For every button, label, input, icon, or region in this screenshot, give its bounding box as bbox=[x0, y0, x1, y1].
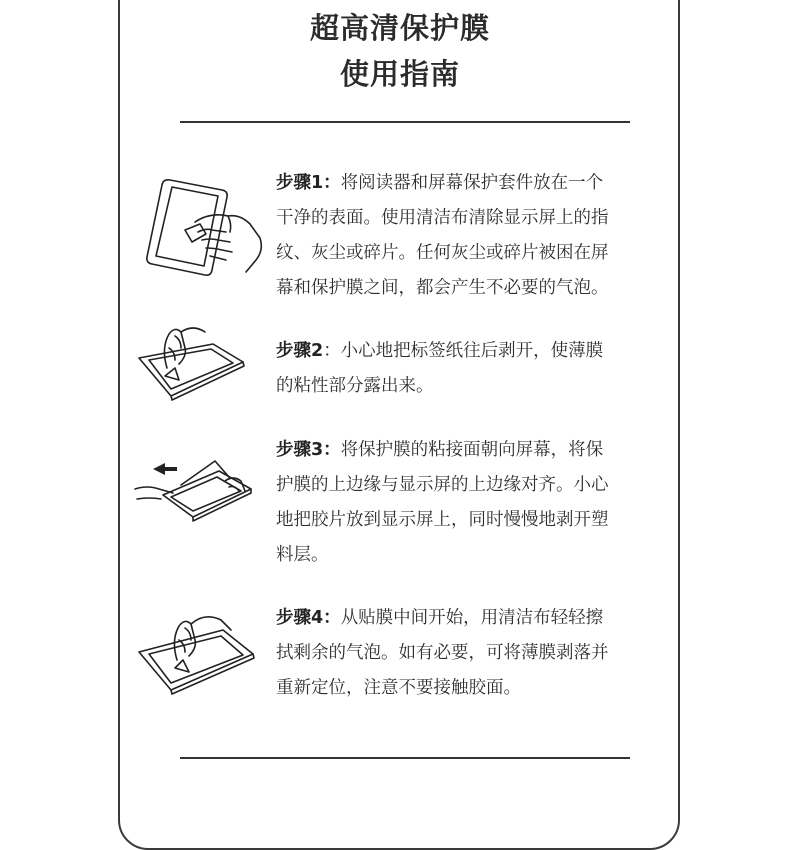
step4-line3: 重新定位，注意不要接触胶面。 bbox=[276, 678, 521, 698]
step4-line1: 从贴膜中间开始，用清洁布轻轻擦 bbox=[340, 608, 604, 628]
step1-text bbox=[276, 166, 656, 306]
step1-line3: 纹、灰尘或碎片。任何灰尘或碎片被困在屏 bbox=[276, 243, 609, 263]
step2-label: 步骤2 bbox=[276, 341, 324, 361]
align-film-icon bbox=[133, 455, 258, 535]
step3-label: 步骤3： bbox=[276, 440, 341, 460]
page-title: 超高清保护膜 bbox=[309, 11, 490, 45]
step1-label: 步骤1： bbox=[276, 173, 341, 193]
step3-line2: 护膜的上边缘与显示屏的上边缘对齐。小心 bbox=[276, 475, 609, 495]
step3-line4: 料层。 bbox=[276, 545, 329, 565]
remove-bubbles-icon bbox=[135, 600, 260, 700]
step1-line4: 幕和保护膜之间，都会产生不必要的气泡。 bbox=[276, 278, 609, 298]
step4-line2: 拭剩余的气泡。如有必要，可将薄膜剥落并 bbox=[276, 643, 609, 663]
step4-illustration bbox=[135, 600, 260, 700]
wipe-screen-icon bbox=[140, 172, 265, 282]
page-subtitle: 使用指南 bbox=[339, 57, 460, 91]
top-divider bbox=[180, 121, 630, 123]
step3-line3: 地把胶片放到显示屏上，同时慢慢地剥开塑 bbox=[276, 510, 609, 530]
step3-line1: 将保护膜的粘接面朝向屏幕，将保 bbox=[340, 440, 604, 460]
step1-illustration bbox=[140, 172, 265, 282]
step2-line2: 的粘性部分露出来。 bbox=[276, 376, 434, 396]
step2-text bbox=[276, 334, 656, 404]
peel-label-icon bbox=[135, 318, 250, 408]
bottom-divider bbox=[180, 757, 630, 759]
step2-illustration bbox=[135, 318, 250, 408]
step3-text bbox=[276, 433, 656, 573]
step3-illustration bbox=[133, 455, 258, 535]
step4-text bbox=[276, 601, 656, 706]
step2-line1: ：小心地把标签纸往后剥开，使薄膜 bbox=[323, 341, 604, 361]
step4-label: 步骤4： bbox=[276, 608, 341, 628]
step1-line1: 将阅读器和屏幕保护套件放在一个 bbox=[340, 173, 604, 193]
step1-line2: 干净的表面。使用清洁布清除显示屏上的指 bbox=[276, 208, 609, 228]
guide-card bbox=[118, 0, 680, 850]
